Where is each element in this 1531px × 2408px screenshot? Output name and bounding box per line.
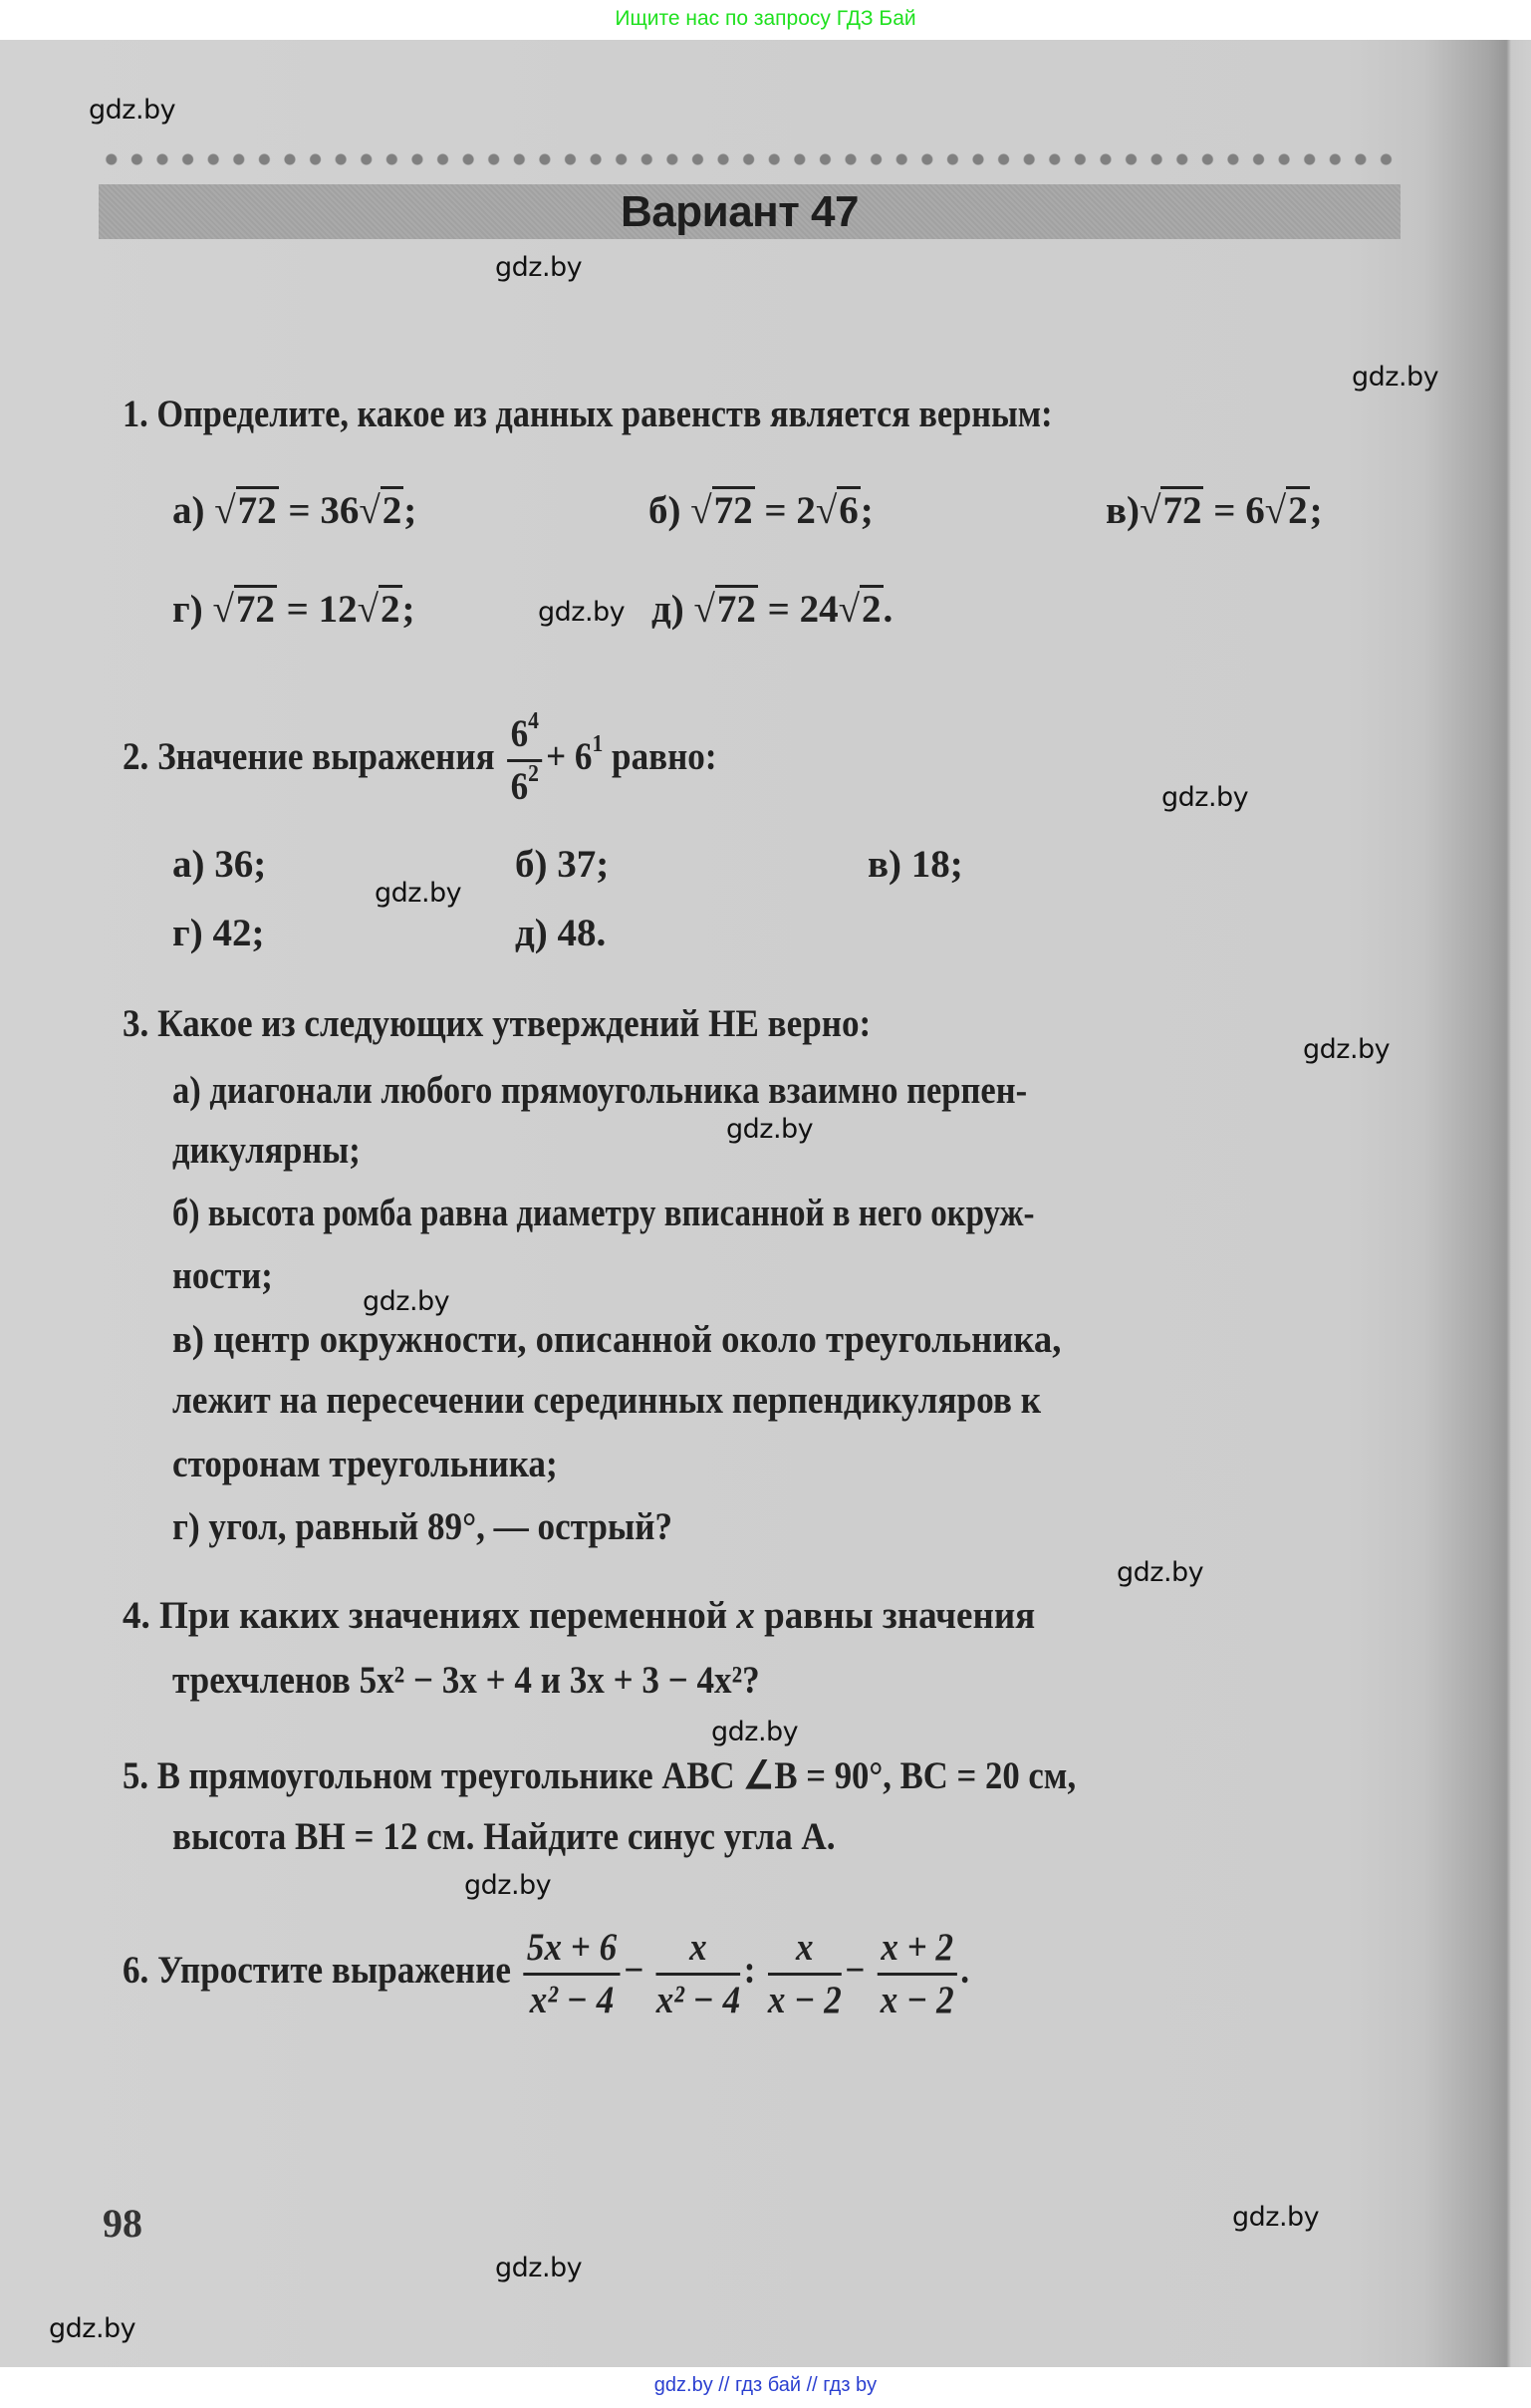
- watermark: gdz.by: [495, 2253, 583, 2283]
- watermark: gdz.by: [89, 95, 176, 126]
- watermark: gdz.by: [1352, 362, 1439, 393]
- watermark: gdz.by: [726, 1114, 814, 1145]
- watermark: gdz.by: [1161, 782, 1249, 813]
- watermark: gdz.by: [495, 252, 583, 283]
- q2-option-a: а) 36;: [172, 843, 267, 886]
- q3-line-8: г) угол, равный 89°, — острый?: [172, 1505, 673, 1548]
- q2-option-d: д) 48.: [515, 912, 607, 954]
- top-banner: [0, 0, 1531, 40]
- watermark: gdz.by: [363, 1286, 450, 1317]
- question-1: 1. Определите, какое из данных равенств является верным:: [123, 393, 1053, 435]
- watermark: gdz.by: [538, 597, 626, 628]
- q3-line-3: б) высота ромба равна диаметру вписанной в него окруж-: [172, 1192, 1035, 1234]
- q3-line-4: ности;: [172, 1254, 273, 1297]
- question-5-line-2: высота BH = 12 см. Найдите синус угла A.: [172, 1815, 836, 1858]
- variant-title: Вариант 47: [621, 187, 859, 236]
- dotted-divider: [99, 151, 1401, 167]
- q2-option-v: в) 18;: [868, 843, 963, 886]
- q6-fraction-3: $\frac{x}{x - 2}$: [768, 1923, 842, 2025]
- banner-text[interactable]: Ищите нас по запросу ГДЗ Бай: [615, 7, 916, 30]
- question-4-line-2: трехчленов 5x² − 3x + 4 и 3x + 3 − 4x²?: [172, 1659, 760, 1702]
- question-2: 2. Значение выражения $\frac{6^4}{6^2}$ + $6^1$ равно:: [123, 702, 717, 812]
- question-4: 4. При каких значениях переменной x равны значения: [123, 1594, 1036, 1637]
- watermark: gdz.by: [464, 1870, 552, 1901]
- q2-fraction: $\frac{6^4}{6^2}$: [507, 709, 543, 812]
- watermark: gdz.by: [711, 1717, 799, 1747]
- q3-line-2: дикулярны;: [172, 1129, 361, 1172]
- variant-header-bar: [99, 184, 1401, 239]
- watermark: gdz.by: [375, 878, 462, 909]
- q3-line-7: сторонам треугольника;: [172, 1443, 558, 1485]
- q6-fraction-4: $\frac{x + 2}{x - 2}$: [878, 1923, 957, 2025]
- q1-option-a: а) √72 = 36√2;: [172, 488, 416, 534]
- watermark: gdz.by: [1232, 2202, 1320, 2233]
- question-6: 6. Упростите выражение $\frac{5x + 6}{\text{x² − 4}}$ − $\frac{x}{\text{x² − 4}}$ : $\frac{x}{x - 2}$ − $\frac{x + 2}{x - 2}$ .: [123, 1916, 969, 2025]
- q3-line-5: в) центр окружности, описанной около треугольника,: [172, 1318, 1062, 1361]
- footer-links[interactable]: gdz.by // гдз бай // гдз by: [653, 2374, 878, 2396]
- watermark: gdz.by: [49, 2313, 136, 2344]
- page-number: 98: [103, 2201, 142, 2246]
- q6-fraction-1: $\frac{5x + 6}{\text{x² − 4}}$: [523, 1923, 620, 2025]
- q1-option-v: в)√72 = 6√2;: [1106, 488, 1323, 534]
- watermark: gdz.by: [1117, 1557, 1204, 1588]
- watermark: gdz.by: [1303, 1034, 1391, 1065]
- question-5: 5. В прямоугольном треугольнике ABC ∠B = 90°, BC = 20 см,: [123, 1754, 1077, 1797]
- footer: [0, 2367, 1531, 2408]
- q3-line-1: а) диагонали любого прямоугольника взаимно перпен-: [172, 1069, 1028, 1112]
- q3-line-6: лежит на пересечении серединных перпендикуляров к: [172, 1379, 1042, 1422]
- q2-option-b: б) 37;: [515, 843, 610, 886]
- q6-fraction-2: $\frac{x}{\text{x² − 4}}$: [656, 1923, 740, 2025]
- q1-option-b: б) √72 = 2√6;: [648, 488, 874, 534]
- question-3: 3. Какое из следующих утверждений НЕ верно:: [123, 1002, 872, 1045]
- q1-option-g: г) √72 = 12√2;: [172, 587, 415, 633]
- q2-option-g: г) 42;: [172, 912, 265, 954]
- q1-option-d: д) √72 = 24√2.: [651, 587, 893, 633]
